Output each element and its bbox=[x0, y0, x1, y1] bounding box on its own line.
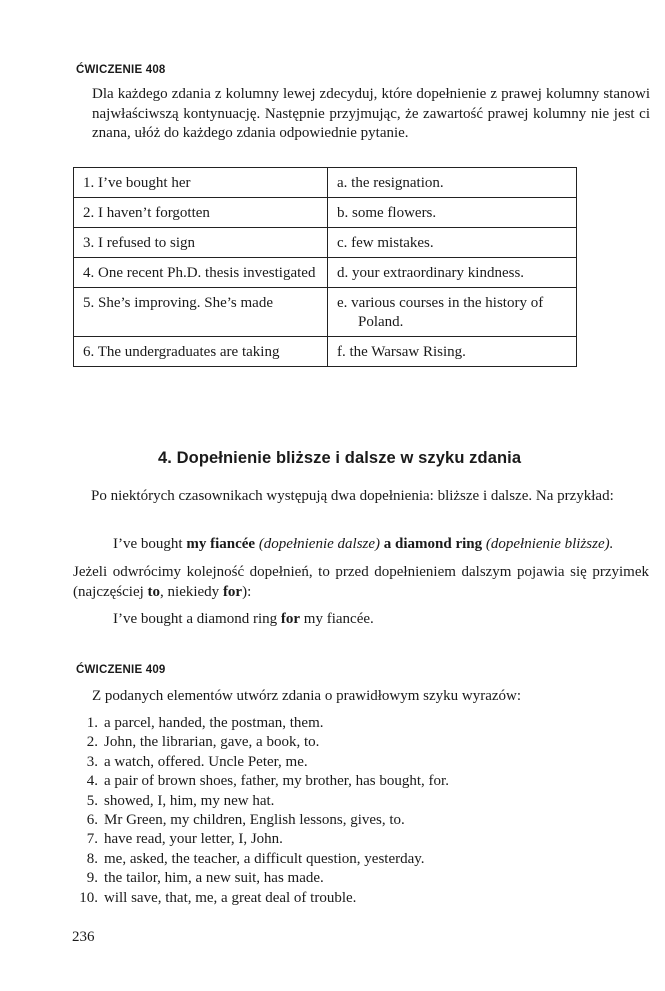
exercise-408-heading: ĆWICZENIE 408 bbox=[76, 64, 166, 76]
example-bold: a diamond ring bbox=[383, 536, 483, 552]
example-text: I’ve bought a diamond ring bbox=[113, 611, 281, 627]
item-text: a pair of brown shoes, father, my brother, has bought, for. bbox=[104, 773, 449, 790]
right-column-cell: b. some flowers. bbox=[328, 198, 577, 228]
item-number: 7. bbox=[86, 831, 98, 848]
example-bold: for bbox=[280, 611, 301, 627]
rule-paragraph bbox=[73, 563, 649, 602]
left-column-cell: 5. She’s improving. She’s made bbox=[74, 288, 328, 337]
list-item bbox=[70, 792, 449, 811]
table-row bbox=[74, 228, 577, 258]
exercise-409-list bbox=[70, 714, 449, 908]
example-bold: my fiancée bbox=[186, 536, 256, 552]
rule-text: Jeżeli odwrócimy kolejność dopełnień, to przed dopełnieniem dalszym pojawia się przyimek (najczęściej bbox=[73, 564, 649, 600]
right-column-cell bbox=[328, 288, 577, 337]
item-number: 4. bbox=[86, 773, 98, 790]
list-item bbox=[70, 811, 449, 830]
page-number: 236 bbox=[72, 929, 95, 945]
exercise-408-instruction: Dla każdego zdania z kolumny lewej zdecyduj, które dopełnienie z prawej kolumny stanowi najwłaściwszą kontynuację. Następnie przyjmując, że zawartość prawej kolumny nie jest ci znana, ułóż do każdego zdania odpowiednie pytanie. bbox=[92, 86, 650, 141]
item-number: 2. bbox=[86, 734, 98, 751]
table-row bbox=[74, 198, 577, 228]
item-text: showed, I, him, my new hat. bbox=[104, 792, 275, 809]
section-intro: Po niektórych czasownikach występują dwa dopełnienia: bliższe i dalsze. Na przykład: bbox=[91, 488, 614, 504]
exercise-409-instruction: Z podanych elementów utwórz zdania o prawidłowym szyku wyrazów: bbox=[92, 688, 522, 704]
rule-bold: for bbox=[222, 583, 243, 600]
left-column-cell: 1. I’ve bought her bbox=[74, 168, 328, 198]
item-text: the tailor, him, a new suit, has made. bbox=[104, 870, 324, 887]
list-item bbox=[70, 733, 449, 752]
table-row bbox=[74, 337, 577, 367]
left-column-cell bbox=[74, 258, 328, 288]
example-sentence-1 bbox=[113, 535, 613, 554]
item-number: 8. bbox=[86, 850, 98, 867]
example-note: (dopełnienie dalsze) bbox=[258, 536, 381, 552]
item-text: John, the librarian, gave, a book, to. bbox=[104, 734, 320, 751]
table-row bbox=[74, 288, 577, 337]
item-text: Mr Green, my children, English lessons, gives, to. bbox=[104, 812, 405, 829]
example-sentence-2 bbox=[113, 610, 374, 629]
right-column-cell: a. the resignation. bbox=[328, 168, 577, 198]
example-text: I’ve bought bbox=[113, 536, 187, 552]
table-row bbox=[74, 168, 577, 198]
right-cell-text: e. various courses in the history of Poland. bbox=[337, 295, 544, 330]
example-note: (dopełnienie bliższe). bbox=[485, 536, 614, 552]
left-column-cell: 3. I refused to sign bbox=[74, 228, 328, 258]
item-number: 6. bbox=[86, 812, 98, 829]
item-text: a parcel, handed, the postman, them. bbox=[104, 715, 324, 731]
list-item bbox=[70, 889, 449, 908]
item-number: 10. bbox=[79, 889, 98, 906]
list-item bbox=[70, 772, 449, 791]
item-number: 5. bbox=[86, 792, 98, 809]
exercise-409-heading: ĆWICZENIE 409 bbox=[76, 664, 166, 676]
item-text: a watch, offered. Uncle Peter, me. bbox=[104, 753, 308, 770]
item-text: will save, that, me, a great deal of trouble. bbox=[104, 889, 357, 906]
section-title: 4. Dopełnienie bliższe i dalsze w szyku zdania bbox=[158, 449, 522, 467]
item-text: have read, your letter, I, John. bbox=[104, 831, 283, 848]
table-row bbox=[74, 258, 577, 288]
matching-table bbox=[73, 167, 577, 367]
item-number: 3. bbox=[86, 753, 98, 770]
item-text: me, asked, the teacher, a difficult question, yesterday. bbox=[104, 850, 425, 867]
rule-text: , niekiedy bbox=[160, 583, 223, 600]
right-column-cell: d. your extraordinary kindness. bbox=[328, 258, 577, 288]
list-item bbox=[70, 714, 449, 733]
rule-text: ): bbox=[242, 583, 252, 600]
item-number: 9. bbox=[86, 870, 98, 887]
left-cell-text: 4. One recent Ph.D. thesis investigated bbox=[83, 265, 316, 281]
rule-bold: to bbox=[147, 583, 161, 600]
left-column-cell: 6. The undergraduates are taking bbox=[74, 337, 328, 367]
list-item bbox=[70, 850, 449, 869]
left-column-cell: 2. I haven’t forgotten bbox=[74, 198, 328, 228]
list-item bbox=[70, 869, 449, 888]
right-column-cell: f. the Warsaw Rising. bbox=[328, 337, 577, 367]
right-column-cell: c. few mistakes. bbox=[328, 228, 577, 258]
example-text: my fiancée. bbox=[300, 611, 374, 627]
list-item bbox=[70, 753, 449, 772]
list-item bbox=[70, 830, 449, 849]
item-number: 1. bbox=[86, 715, 98, 731]
